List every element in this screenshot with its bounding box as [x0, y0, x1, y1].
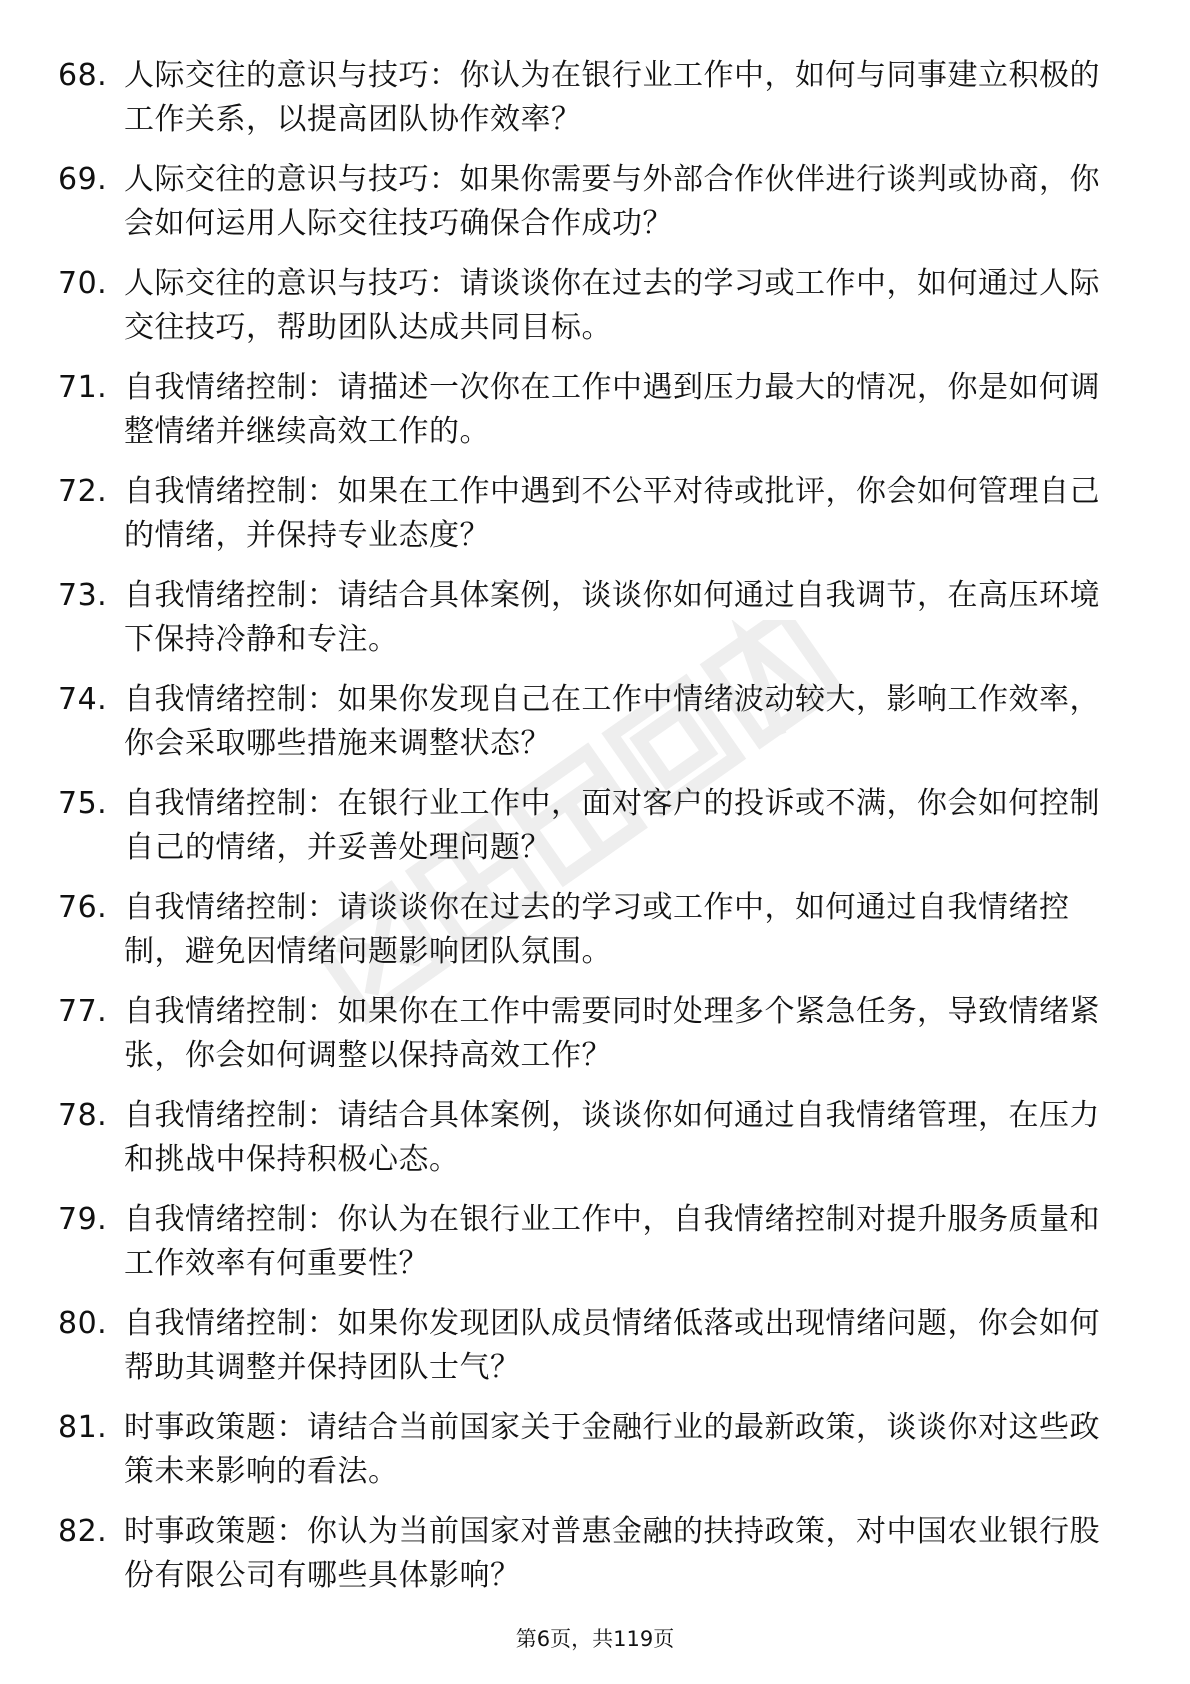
- question-text: 人际交往的意识与技巧：请谈谈你在过去的学习或工作中，如何通过人际交往技巧，帮助团队达成共同目标。: [124, 266, 1100, 345]
- question-number: 81.: [58, 1410, 108, 1445]
- question-item: [58, 1198, 1118, 1286]
- question-text: 自我情绪控制：如果你发现自己在工作中情绪波动较大，影响工作效率，你会采取哪些措施来调整状态？: [124, 682, 1100, 761]
- question-text: 自我情绪控制：请描述一次你在工作中遇到压力最大的情况，你是如何调整情绪并继续高效工作的。: [124, 370, 1100, 449]
- question-item: [58, 1302, 1118, 1390]
- question-text: 人际交往的意识与技巧：你认为在银行业工作中，如何与同事建立积极的工作关系，以提高团队协作效率？: [124, 58, 1100, 137]
- question-number: 77.: [58, 994, 108, 1029]
- question-text: 自我情绪控制：如果在工作中遇到不公平对待或批评，你会如何管理自己的情绪，并保持专业态度？: [124, 474, 1100, 553]
- question-number: 73.: [58, 578, 108, 613]
- question-number: 79.: [58, 1202, 108, 1237]
- question-text: 自我情绪控制：请结合具体案例，谈谈你如何通过自我调节，在高压环境下保持冷静和专注。: [124, 578, 1100, 657]
- question-number: 72.: [58, 474, 108, 509]
- question-number: 80.: [58, 1306, 108, 1341]
- question-item: [58, 262, 1118, 350]
- question-item: [58, 678, 1118, 766]
- question-item: [58, 366, 1118, 454]
- question-number: 68.: [58, 58, 108, 93]
- question-number: 76.: [58, 890, 108, 925]
- question-item: [58, 1406, 1118, 1494]
- question-text: 自我情绪控制：如果你发现团队成员情绪低落或出现情绪问题，你会如何帮助其调整并保持团队士气？: [124, 1306, 1100, 1385]
- question-number: 82.: [58, 1514, 108, 1549]
- question-number: 71.: [58, 370, 108, 405]
- question-text: 人际交往的意识与技巧：如果你需要与外部合作伙伴进行谈判或协商，你会如何运用人际交往技巧确保合作成功？: [124, 162, 1100, 241]
- question-text: 自我情绪控制：你认为在银行业工作中，自我情绪控制对提升服务质量和工作效率有何重要性？: [124, 1202, 1100, 1281]
- question-list: [58, 54, 1118, 1614]
- question-text: 自我情绪控制：如果你在工作中需要同时处理多个紧急任务，导致情绪紧张，你会如何调整以保持高效工作？: [124, 994, 1100, 1073]
- question-item: [58, 1510, 1118, 1598]
- question-text: 自我情绪控制：请谈谈你在过去的学习或工作中，如何通过自我情绪控制，避免因情绪问题影响团队氛围。: [124, 890, 1070, 969]
- question-number: 74.: [58, 682, 108, 717]
- question-item: [58, 782, 1118, 870]
- question-item: [58, 470, 1118, 558]
- question-item: [58, 54, 1118, 142]
- question-text: 自我情绪控制：在银行业工作中，面对客户的投诉或不满，你会如何控制自己的情绪，并妥善处理问题？: [124, 786, 1100, 865]
- question-text: 自我情绪控制：请结合具体案例，谈谈你如何通过自我情绪管理，在压力和挑战中保持积极心态。: [124, 1098, 1100, 1177]
- question-item: [58, 990, 1118, 1078]
- question-item: [58, 1094, 1118, 1182]
- question-number: 75.: [58, 786, 108, 821]
- question-number: 70.: [58, 266, 108, 301]
- question-item: [58, 886, 1118, 974]
- question-text: 时事政策题：你认为当前国家对普惠金融的扶持政策，对中国农业银行股份有限公司有哪些具体影响？: [124, 1514, 1100, 1593]
- page-footer: 第6页，共119页: [515, 1627, 675, 1651]
- question-item: [58, 574, 1118, 662]
- question-item: [58, 158, 1118, 246]
- question-text: 时事政策题：请结合当前国家关于金融行业的最新政策，谈谈你对这些政策未来影响的看法。: [124, 1410, 1100, 1489]
- question-number: 69.: [58, 162, 108, 197]
- question-number: 78.: [58, 1098, 108, 1133]
